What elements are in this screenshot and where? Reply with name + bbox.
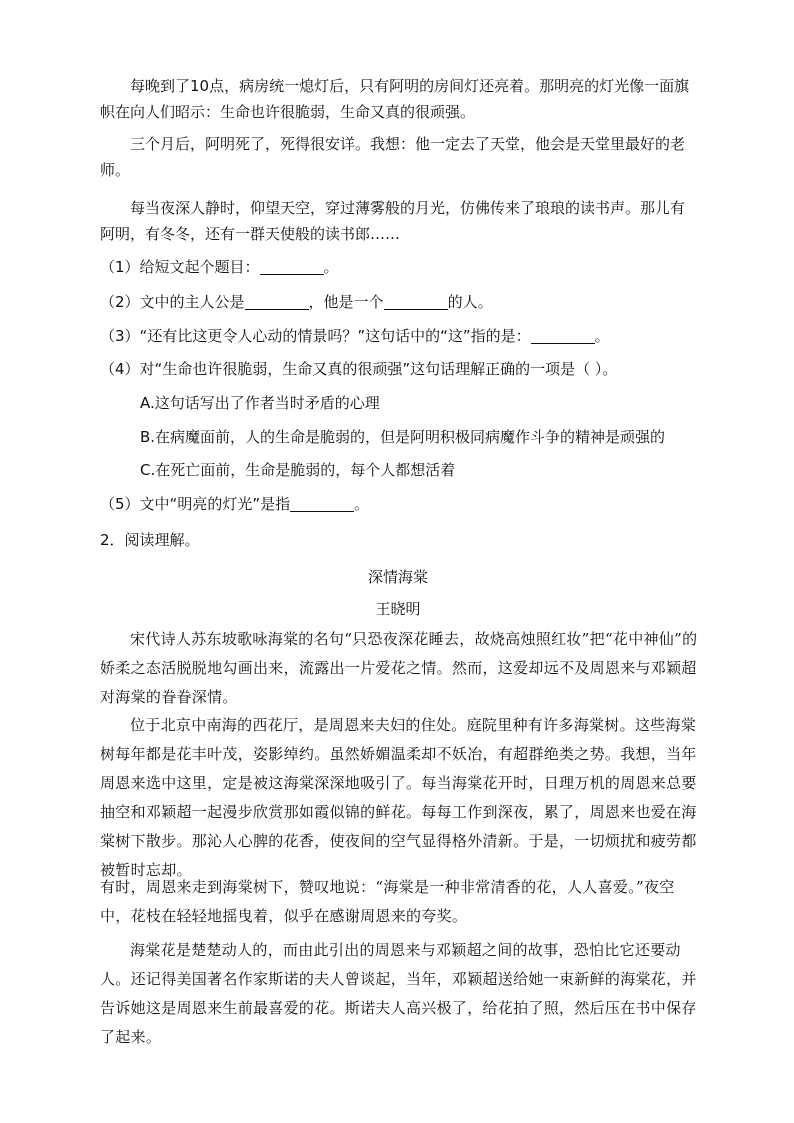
article-paragraph-1: 宋代诗人苏东坡歌咏海棠的名句“只恐夜深花睡去，故烧高烛照红妆”把“花中神仙”的娇柔之态活脱脱地勾画出来，流露出一片爱花之情。然而，这爱却远不及周恩来与邓颖超对海棠的眷眷深情。 xyxy=(100,630,698,706)
passage1-paragraph-1: 每晚到了10点，病房统一熄灯后，只有阿明的房间灯还亮着。那明亮的灯光像一面旗帜在向人们昭示：生命也许很脆弱，生命又真的很顽强。 xyxy=(100,77,690,121)
answer-blank-2a[interactable] xyxy=(245,293,309,310)
question-2-middle: ，他是一个 xyxy=(308,293,384,311)
question-2-text: （2）文中的主人公是 xyxy=(100,293,245,311)
answer-blank-1[interactable] xyxy=(260,258,324,275)
answer-blank-5[interactable] xyxy=(290,495,354,512)
question-5-suffix: 。 xyxy=(354,495,370,513)
passage1-paragraph-2: 三个月后，阿明死了，死得很安详。我想：他一定去了天堂，他会是天堂里最好的老师。 xyxy=(100,135,686,179)
section-2-heading: 2．阅读理解。 xyxy=(100,531,200,549)
question-2 xyxy=(100,290,700,314)
article-paragraph-4: 海棠花是楚楚动人的，而由此引出的周恩来与邓颖超之间的故事，恐怕比它还要动人。还记得美国著名作家斯诺的夫人曾谈起，当年，邓颖超送给她一束新鲜的海棠花，并告诉她这是周恩来生前最喜爱的花。斯诺夫人高兴极了，给花拍了照，然后压在书中保存了起来。 xyxy=(100,941,697,1046)
question-1-text: （1）给短文起个题目： xyxy=(100,258,260,276)
question-4-option-c[interactable]: C.在死亡面前，生命是脆弱的，每个人都想活着 xyxy=(140,461,456,479)
article-author: 王晓明 xyxy=(375,600,421,618)
question-2-suffix: 的人。 xyxy=(447,293,493,311)
answer-blank-3[interactable] xyxy=(531,327,595,344)
article-paragraph-2: 位于北京中南海的西花厅，是周恩来夫妇的住处。庭院里种有许多海棠树。这些海棠树每年都是花丰叶茂，姿影绰约。虽然娇媚温柔却不妖冶，有超群绝类之势。我想，当年周恩来选中这里，定是被这海棠深深地吸引了。每当海棠花开时，日理万机的周恩来总要抽空和邓颖超一起漫步欣赏那如霞似锦的鲜花。每每工作到深夜，累了，周恩来也爱在海棠树下散步。那沁人心脾的花香，使夜间的空气显得格外清新。于是，一切烦扰和疲劳都被暂时忘却。 xyxy=(100,716,697,879)
question-4-option-a[interactable]: A.这句话写出了作者当时矛盾的心理 xyxy=(140,394,380,412)
question-3-suffix: 。 xyxy=(594,327,610,345)
answer-blank-2b[interactable] xyxy=(384,293,448,310)
question-5 xyxy=(100,492,700,516)
question-3 xyxy=(100,324,700,348)
question-3-text: （3）“还有比这更令人心动的情景吗？”这句话中的“这”指的是： xyxy=(100,327,531,345)
question-4: （4）对“生命也许很脆弱，生命又真的很顽强”这句话理解正确的一项是（ ）。 xyxy=(100,360,618,378)
article-title: 深情海棠 xyxy=(367,568,428,586)
question-1 xyxy=(100,255,700,279)
question-1-suffix: 。 xyxy=(323,258,339,276)
question-4-option-b[interactable]: B.在病魔面前，人的生命是脆弱的，但是阿明积极同病魔作斗争的精神是顽强的 xyxy=(140,428,666,446)
article-paragraph-3: 有时，周恩来走到海棠树下，赞叹地说：“海棠是一种非常清香的花，人人喜爱。”夜空中，花枝在轻轻地摇曳着，似乎在感谢周恩来的夸奖。 xyxy=(100,878,675,925)
question-5-text: （5）文中“明亮的灯光”是指 xyxy=(100,495,291,513)
passage1-paragraph-3: 每当夜深人静时，仰望天空，穿过薄雾般的月光，仿佛传来了琅琅的读书声。那儿有阿明，有冬冬，还有一群天使般的读书郎…… xyxy=(100,199,686,243)
